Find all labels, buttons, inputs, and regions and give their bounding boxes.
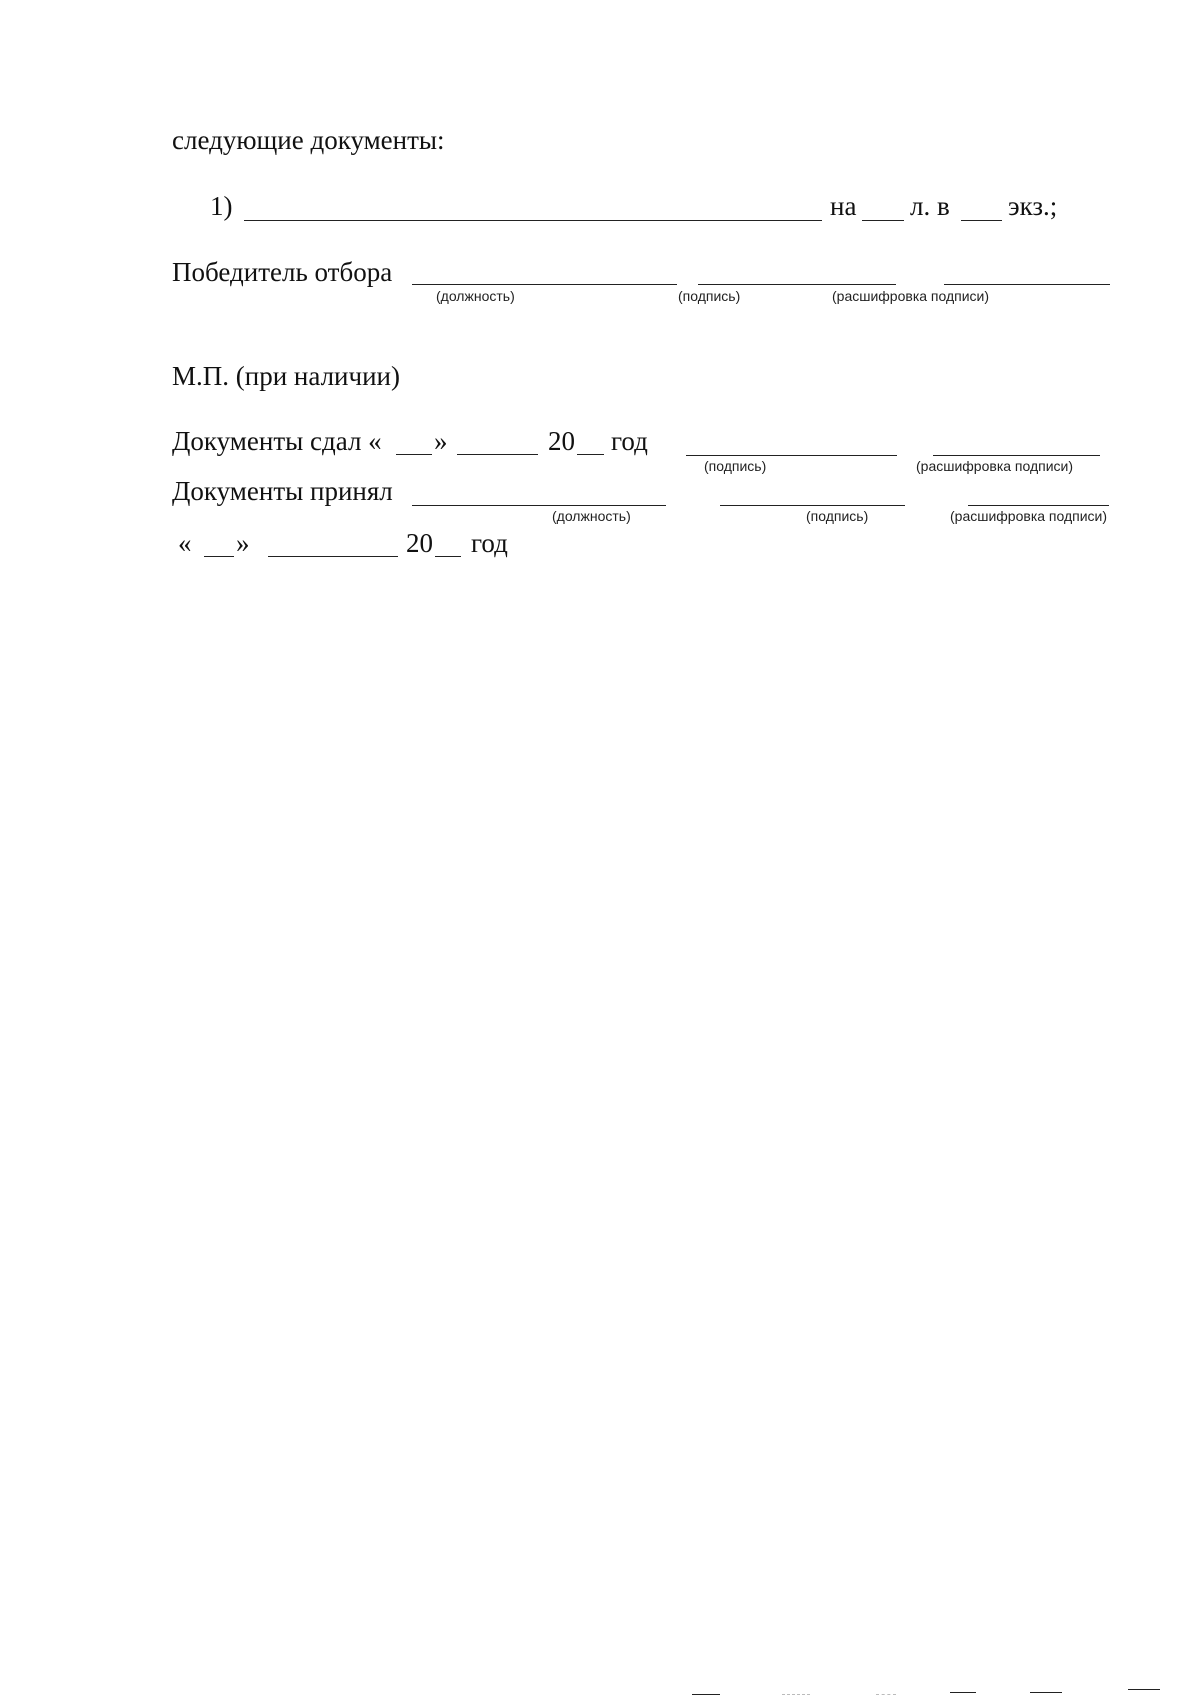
received-position-field[interactable] [412,505,666,506]
scan-artifact-line [876,1694,896,1695]
item-lv-text: л. в [910,191,950,221]
item-na-text: на [830,191,857,221]
scan-artifact-line [1030,1692,1062,1693]
handed-day-field[interactable] [396,454,432,455]
winner-position-field[interactable] [412,284,677,285]
intro-text: следующие документы: [172,125,445,155]
item-document-name-field[interactable] [244,220,822,221]
date-year-word: год [471,528,508,558]
received-decoding-caption: (расшифровка подписи) [950,508,1108,524]
handed-quote-close: » [434,426,448,456]
item-copies-field[interactable] [961,220,1002,221]
item-sheets-field[interactable] [862,220,904,221]
received-label: Документы принял [172,476,393,506]
date-quote-close: » [236,528,250,558]
handed-decoding-caption: (расшифровка подписи) [916,458,1074,474]
winner-signature-field[interactable] [698,284,896,285]
item-number: 1) [210,191,233,221]
scan-artifact-line [950,1692,976,1693]
winner-signature-caption: (подпись) [678,288,741,304]
winner-decoding-field[interactable] [944,284,1110,285]
date-day-field[interactable] [204,556,234,557]
scan-artifact-line [782,1694,810,1695]
handed-label: Документы сдал « [172,426,382,456]
handed-month-field[interactable] [457,454,538,455]
scan-artifact-line [692,1694,720,1695]
date-year-field[interactable] [435,556,461,557]
scan-artifact-line [1128,1689,1160,1690]
handed-signature-caption: (подпись) [704,458,767,474]
winner-label: Победитель отбора [172,257,393,287]
item-ekz-text: экз.; [1008,191,1058,221]
date-year-prefix: 20 [406,528,433,558]
received-decoding-field[interactable] [968,505,1109,506]
handed-year-prefix: 20 [548,426,575,456]
handed-year-field[interactable] [577,454,604,455]
received-signature-caption: (подпись) [806,508,869,524]
date-quote-open: « [178,528,192,558]
received-position-caption: (должность) [552,508,631,524]
winner-decoding-caption: (расшифровка подписи) [832,288,990,304]
handed-year-word: год [611,426,648,456]
winner-position-caption: (должность) [436,288,515,304]
handed-decoding-field[interactable] [933,455,1100,456]
stamp-text: М.П. (при наличии) [172,361,400,391]
date-month-field[interactable] [268,556,398,557]
handed-signature-field[interactable] [686,455,897,456]
received-signature-field[interactable] [720,505,905,506]
